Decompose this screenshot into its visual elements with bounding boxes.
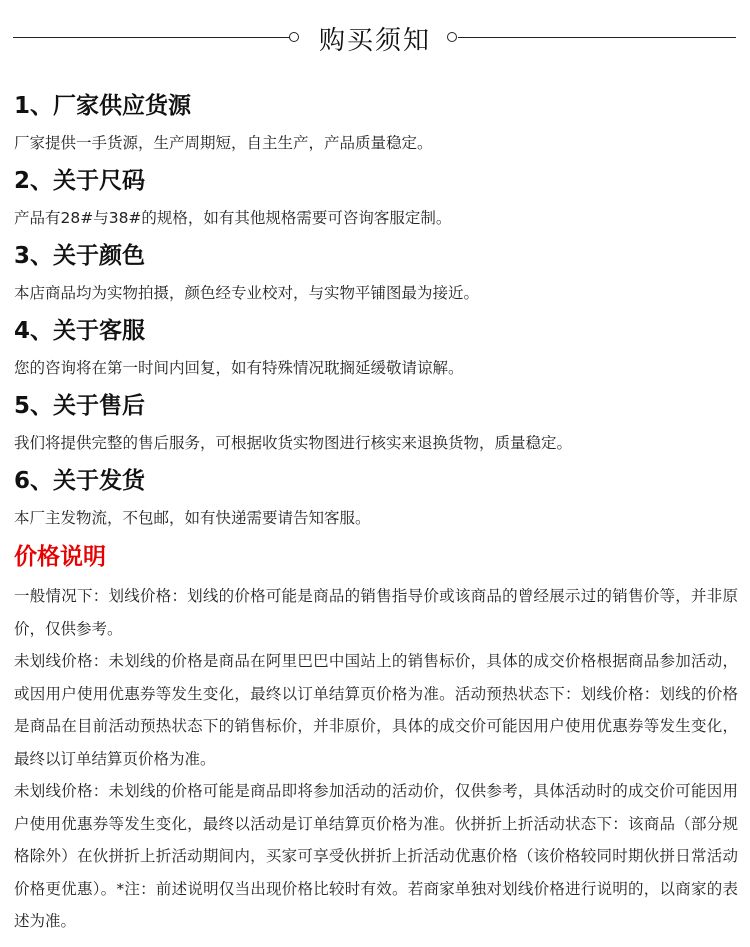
section-text: 产品有28#与38#的规格，如有其他规格需要可咨询客服定制。	[14, 209, 452, 227]
section-text: 您的咨询将在第一时间内回复，如有特殊情况耽搁延缓敬请谅解。	[14, 359, 464, 377]
section-heading: 5、关于售后	[14, 393, 146, 419]
notice-content	[14, 84, 738, 938]
header-circle-ornament-right	[447, 32, 457, 42]
notice-section	[14, 384, 738, 459]
notice-section	[14, 84, 738, 159]
notice-section	[14, 159, 738, 234]
section-heading: 1、厂家供应货源	[14, 93, 192, 119]
section-heading: 2、关于尺码	[14, 168, 146, 194]
section-heading: 6、关于发货	[14, 468, 146, 494]
price-paragraph: 未划线价格：未划线的价格是商品在阿里巴巴中国站上的销售标价，具体的成交价格根据商品参加活动，或因用户使用优惠券等发生变化，最终以订单结算页价格为准。活动预热状态下：划线价格：划线的价格是商品在目前活动预热状态下的销售标价，并非原价，具体的成交价可能因用户使用优惠券等发生变化，最终以订单结算页价格为准。	[14, 652, 738, 768]
price-paragraph: 一般情况下：划线价格：划线的价格可能是商品的销售指导价或该商品的曾经展示过的销售价等，并非原价，仅供参考。	[14, 587, 738, 638]
price-paragraph: 未划线价格：未划线的价格可能是商品即将参加活动的活动价，仅供参考，具体活动时的成交价可能因用户使用优惠券等发生变化，最终以活动是订单结算页价格为准。伙拼折上折活动状态下：该商品（部分规格除外）在伙拼折上折活动期间内，买家可享受伙拼折上折活动优惠价格（该价格较同时期伙拼日常活动价格更优惠）。*注：前述说明仅当出现价格比较时有效。若商家单独对划线价格进行说明的，以商家的表述为准。	[14, 782, 738, 930]
price-heading: 价格说明	[14, 544, 106, 570]
header-divider-right	[458, 37, 736, 38]
price-section	[14, 534, 738, 938]
section-text: 我们将提供完整的售后服务，可根据收货实物图进行核实来退换货物，质量稳定。	[14, 434, 573, 452]
section-heading: 4、关于客服	[14, 318, 146, 344]
section-text: 本厂主发物流，不包邮，如有快递需要请告知客服。	[14, 509, 371, 527]
page-header	[0, 18, 750, 58]
notice-section	[14, 309, 738, 384]
notice-section	[14, 459, 738, 534]
section-text: 厂家提供一手货源，生产周期短，自主生产，产品质量稳定。	[14, 134, 433, 152]
section-heading: 3、关于颜色	[14, 243, 146, 269]
page-title: 购买须知	[318, 26, 431, 56]
section-text: 本店商品均为实物拍摄，颜色经专业校对，与实物平铺图最为接近。	[14, 284, 480, 302]
notice-section	[14, 234, 738, 309]
